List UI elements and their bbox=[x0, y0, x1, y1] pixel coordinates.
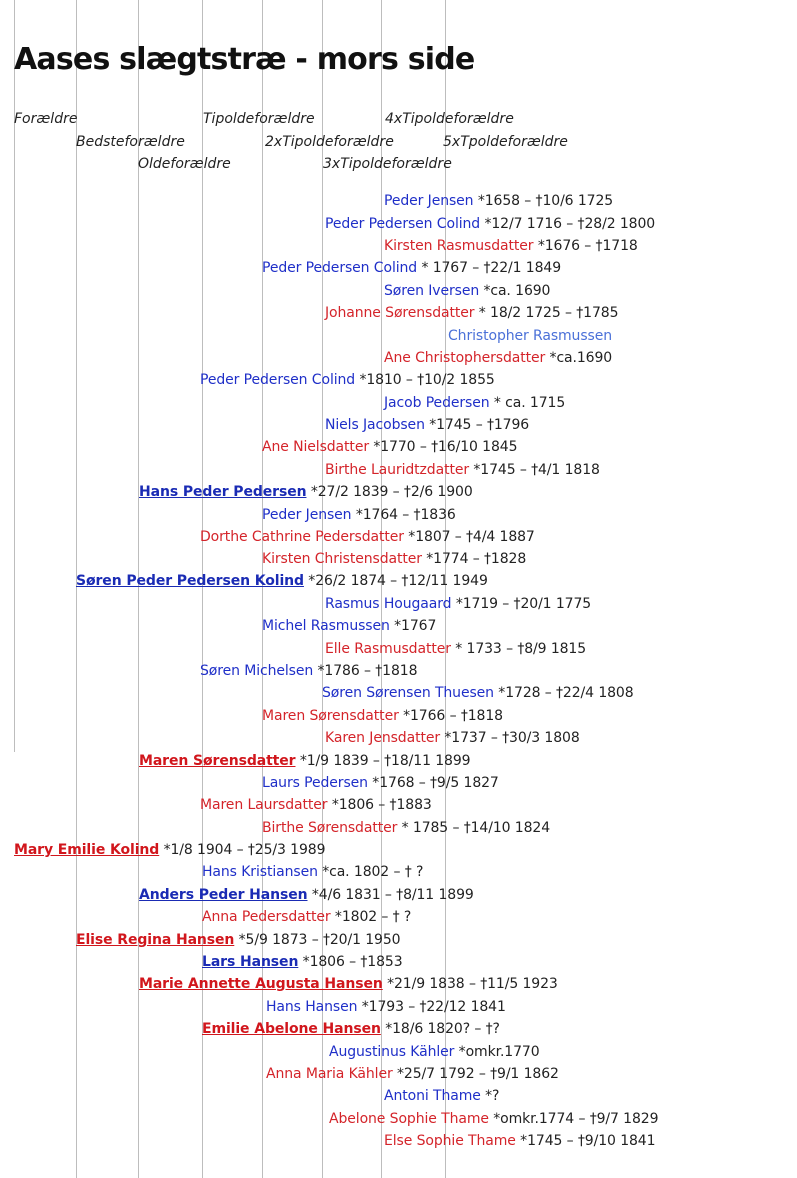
person-dates: * 18/2 1725 – †1785 bbox=[474, 305, 619, 321]
person-row bbox=[14, 843, 325, 857]
person-row bbox=[325, 306, 618, 320]
person-row bbox=[384, 1134, 655, 1148]
person-dates: *1786 – †1818 bbox=[313, 663, 418, 679]
person-row bbox=[448, 329, 612, 343]
person-row bbox=[76, 574, 488, 588]
person-dates: *1810 – †10/2 1855 bbox=[355, 372, 495, 388]
person-name: Lars Hansen bbox=[202, 954, 299, 970]
person-dates: *ca. 1690 bbox=[479, 283, 551, 299]
person-dates: *ca.1690 bbox=[545, 350, 613, 366]
person-name: Søren Peder Pedersen Kolind bbox=[76, 573, 304, 589]
person-name: Dorthe Cathrine Pedersdatter bbox=[200, 529, 404, 545]
person-row bbox=[384, 284, 550, 298]
person-name: Marie Annette Augusta Hansen bbox=[139, 976, 383, 992]
person-row bbox=[76, 933, 400, 947]
person-dates: *ca. 1802 – † ? bbox=[317, 864, 424, 880]
person-name: Søren Iversen bbox=[384, 283, 480, 299]
person-row bbox=[200, 530, 535, 544]
person-name: Birthe Lauridtzdatter bbox=[325, 462, 470, 478]
person-dates: * 1785 – †14/10 1824 bbox=[397, 820, 551, 836]
person-row bbox=[262, 440, 517, 454]
person-dates: *18/6 1820? – †? bbox=[380, 1021, 500, 1037]
person-dates: *1806 – †1853 bbox=[298, 954, 403, 970]
person-row bbox=[262, 552, 526, 566]
person-dates: *5/9 1873 – †20/1 1950 bbox=[234, 932, 401, 948]
person-dates: *26/2 1874 – †12/11 1949 bbox=[303, 573, 488, 589]
person-name: Niels Jacobsen bbox=[325, 417, 425, 433]
person-row bbox=[384, 396, 565, 410]
person-name: Peder Pedersen Colind bbox=[325, 216, 481, 232]
person-row bbox=[139, 485, 473, 499]
person-row bbox=[384, 194, 613, 208]
person-row bbox=[325, 217, 655, 231]
person-row bbox=[200, 373, 495, 387]
generation-label-5: 2xTipoldeforældre bbox=[265, 134, 394, 150]
person-row bbox=[202, 865, 423, 879]
person-name: Kirsten Rasmusdatter bbox=[384, 238, 534, 254]
person-row bbox=[262, 821, 550, 835]
person-name: Maren Sørensdatter bbox=[262, 708, 399, 724]
person-name: Elle Rasmusdatter bbox=[325, 641, 451, 657]
person-dates: *25/7 1792 – †9/1 1862 bbox=[392, 1066, 559, 1082]
person-dates: *21/9 1838 – †11/5 1923 bbox=[382, 976, 558, 992]
person-dates: *1806 – †1883 bbox=[327, 797, 432, 813]
person-row bbox=[262, 619, 436, 633]
person-name: Christopher Rasmussen bbox=[448, 328, 612, 344]
person-row bbox=[384, 351, 612, 365]
person-dates: *1807 – †4/4 1887 bbox=[403, 529, 535, 545]
person-dates: *1770 – †16/10 1845 bbox=[369, 439, 518, 455]
person-dates: *1737 – †30/3 1808 bbox=[440, 730, 580, 746]
person-name: Jacob Pedersen bbox=[384, 395, 490, 411]
person-row bbox=[139, 888, 474, 902]
person-name: Peder Jensen bbox=[262, 507, 352, 523]
person-row bbox=[329, 1112, 658, 1126]
person-name: Antoni Thame bbox=[384, 1088, 481, 1104]
person-dates: *1766 – †1818 bbox=[398, 708, 503, 724]
person-row bbox=[202, 910, 411, 924]
person-dates: *1/8 1904 – †25/3 1989 bbox=[159, 842, 326, 858]
column-guide-2 bbox=[76, 0, 77, 1178]
column-guide-4 bbox=[202, 0, 203, 1178]
person-name: Anna Maria Kähler bbox=[266, 1066, 393, 1082]
person-dates: *1768 – †9/5 1827 bbox=[367, 775, 499, 791]
person-row bbox=[384, 1089, 499, 1103]
person-dates: *1676 – †1718 bbox=[533, 238, 638, 254]
person-row bbox=[262, 776, 499, 790]
person-dates: *omkr.1774 – †9/7 1829 bbox=[488, 1111, 659, 1127]
person-name: Anna Pedersdatter bbox=[202, 909, 331, 925]
person-dates: *1745 – †9/10 1841 bbox=[515, 1133, 656, 1149]
person-name: Karen Jensdatter bbox=[325, 730, 441, 746]
column-guide-3 bbox=[138, 0, 139, 1178]
person-name: Maren Laursdatter bbox=[200, 797, 328, 813]
person-name: Augustinus Kähler bbox=[329, 1044, 455, 1060]
person-name: Peder Pedersen Colind bbox=[200, 372, 356, 388]
person-name: Peder Pedersen Colind bbox=[262, 260, 418, 276]
person-row bbox=[266, 1067, 559, 1081]
person-name: Laurs Pedersen bbox=[262, 775, 368, 791]
page-title: Aases slægtstræ - mors side bbox=[14, 42, 475, 77]
person-row bbox=[322, 686, 634, 700]
person-name: Søren Sørensen Thuesen bbox=[322, 685, 494, 701]
person-row bbox=[384, 239, 638, 253]
person-row bbox=[325, 731, 580, 745]
person-dates: *1/9 1839 – †18/11 1899 bbox=[295, 753, 471, 769]
person-row bbox=[262, 709, 503, 723]
person-row bbox=[329, 1045, 540, 1059]
person-row bbox=[325, 642, 586, 656]
person-dates: *1719 – †20/1 1775 bbox=[451, 596, 592, 612]
person-dates: *1802 – † ? bbox=[330, 909, 412, 925]
person-name: Ane Nielsdatter bbox=[262, 439, 369, 455]
person-name: Hans Hansen bbox=[266, 999, 358, 1015]
person-row bbox=[202, 955, 403, 969]
person-dates: *omkr.1770 bbox=[454, 1044, 540, 1060]
person-name: Emilie Abelone Hansen bbox=[202, 1021, 381, 1037]
person-dates: * ca. 1715 bbox=[489, 395, 566, 411]
person-dates: *1658 – †10/6 1725 bbox=[473, 193, 614, 209]
person-row bbox=[262, 508, 456, 522]
person-dates: * 1767 – †22/1 1849 bbox=[417, 260, 562, 276]
generation-label-6: 3xTipoldeforældre bbox=[323, 156, 452, 172]
person-name: Søren Michelsen bbox=[200, 663, 314, 679]
person-row bbox=[325, 463, 600, 477]
person-name: Else Sophie Thame bbox=[384, 1133, 516, 1149]
person-name: Birthe Sørensdatter bbox=[262, 820, 398, 836]
generation-label-2: Bedsteforældre bbox=[76, 134, 185, 150]
person-row bbox=[139, 977, 558, 991]
person-name: Michel Rasmussen bbox=[262, 618, 390, 634]
person-name: Rasmus Hougaard bbox=[325, 596, 452, 612]
person-name: Hans Kristiansen bbox=[202, 864, 318, 880]
person-dates: *? bbox=[480, 1088, 500, 1104]
person-dates: *1728 – †22/4 1808 bbox=[493, 685, 634, 701]
person-dates: *1774 – †1828 bbox=[421, 551, 527, 567]
person-row bbox=[266, 1000, 506, 1014]
person-name: Abelone Sophie Thame bbox=[329, 1111, 489, 1127]
generation-label-3: Oldeforældre bbox=[138, 156, 231, 172]
person-name: Anders Peder Hansen bbox=[139, 887, 308, 903]
person-name: Elise Regina Hansen bbox=[76, 932, 235, 948]
person-dates: *1745 – †4/1 1818 bbox=[469, 462, 600, 478]
person-name: Hans Peder Pedersen bbox=[139, 484, 307, 500]
person-name: Ane Christophersdatter bbox=[384, 350, 546, 366]
person-dates: *27/2 1839 – †2/6 1900 bbox=[306, 484, 473, 500]
person-row bbox=[200, 664, 417, 678]
person-row bbox=[325, 418, 529, 432]
person-dates: *1764 – †1836 bbox=[351, 507, 456, 523]
person-name: Kirsten Christensdatter bbox=[262, 551, 422, 567]
person-row bbox=[325, 597, 591, 611]
generation-label-7: 4xTipoldeforældre bbox=[385, 111, 514, 127]
person-name: Johanne Sørensdatter bbox=[325, 305, 475, 321]
person-dates: *1767 bbox=[389, 618, 437, 634]
person-name: Mary Emilie Kolind bbox=[14, 842, 160, 858]
column-guide-5 bbox=[262, 0, 263, 1178]
person-row bbox=[200, 798, 432, 812]
generation-label-8: 5xTpoldeforældre bbox=[443, 134, 568, 150]
generation-label-1: Forældre bbox=[14, 111, 78, 127]
person-name: Peder Jensen bbox=[384, 193, 474, 209]
person-dates: *12/7 1716 – †28/2 1800 bbox=[480, 216, 656, 232]
person-row bbox=[139, 754, 470, 768]
person-row bbox=[202, 1022, 500, 1036]
person-name: Maren Sørensdatter bbox=[139, 753, 296, 769]
person-dates: *4/6 1831 – †8/11 1899 bbox=[307, 887, 474, 903]
generation-label-4: Tipoldeforældre bbox=[203, 111, 315, 127]
person-dates: *1745 – †1796 bbox=[424, 417, 530, 433]
person-row bbox=[262, 261, 561, 275]
person-dates: *1793 – †22/12 1841 bbox=[357, 999, 506, 1015]
person-dates: * 1733 – †8/9 1815 bbox=[450, 641, 587, 657]
